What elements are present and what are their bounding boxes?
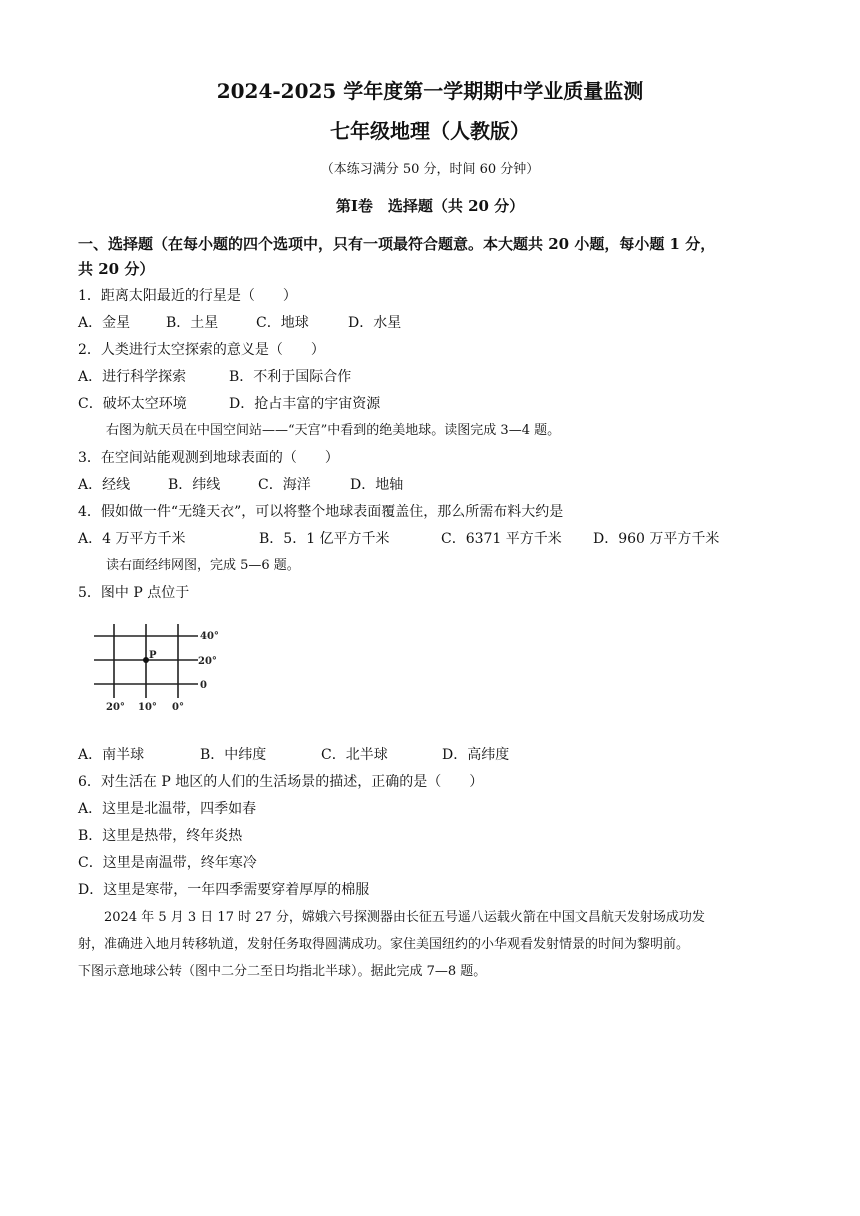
- q1-option-c[interactable]: C．地球: [256, 315, 309, 331]
- q1-options: [78, 313, 401, 333]
- q5-option-a[interactable]: A．南半球: [78, 747, 145, 763]
- q3-option-c[interactable]: C．海洋: [258, 477, 311, 493]
- q5-stem: 5．图中 P 点位于: [78, 585, 190, 601]
- q3-options: [78, 475, 403, 495]
- lat-label-20: 20°: [198, 656, 217, 667]
- exam-title: 2024-2025 学年度第一学期期中学业质量监测: [216, 79, 644, 103]
- q4-options: [78, 529, 719, 549]
- q2-option-a[interactable]: A．进行科学探索: [78, 369, 187, 385]
- q2-options-row2: [78, 394, 380, 414]
- q5-option-c[interactable]: C．北半球: [321, 747, 388, 763]
- q2-option-d[interactable]: D．抢占丰富的宇宙资源: [229, 396, 381, 412]
- q6-stem: 6．对生活在 P 地区的人们的生活场景的描述，正确的是（ ）: [78, 774, 484, 790]
- exam-subtitle: 七年级地理（人教版）: [330, 119, 530, 143]
- q6-option-b[interactable]: B．这里是热带，终年炎热: [78, 828, 243, 844]
- passage-q7-q8-line1: 2024 年 5 月 3 日 17 时 27 分，嫦娥六号探测器由长征五号遥八运载火箭在中国文昌航天发射场成功发: [104, 910, 705, 925]
- q1-option-b[interactable]: B．土星: [166, 315, 219, 331]
- q1-option-d[interactable]: D．水星: [348, 315, 402, 331]
- q6-option-a[interactable]: A．这里是北温带，四季如春: [78, 801, 257, 817]
- q6-option-c[interactable]: C．这里是南温带，终年寒冷: [78, 855, 257, 871]
- q4-option-d[interactable]: D．960 万平方千米: [593, 531, 720, 547]
- q2-option-c[interactable]: C．破坏太空环境: [78, 396, 187, 412]
- part-heading: 第Ⅰ卷 选择题（共 20 分）: [335, 197, 525, 215]
- q4-option-b[interactable]: B．5．1 亿平方千米: [259, 531, 390, 547]
- lon-label-20: 20°: [106, 702, 125, 713]
- q1-option-a[interactable]: A．金星: [78, 315, 131, 331]
- lat-label-0: 0: [200, 680, 207, 691]
- lat-label-40: 40°: [200, 631, 219, 642]
- q3-option-d[interactable]: D．地轴: [350, 477, 404, 493]
- q4-stem: 4．假如做一件“无缝天衣”，可以将整个地球表面覆盖住，那么所需布料大约是: [78, 504, 564, 520]
- lat-long-grid-map: [86, 620, 236, 720]
- section-heading-line1: 一、选择题（在每小题的四个选项中，只有一项最符合题意。本大题共 20 小题，每小题 1 分，: [78, 235, 716, 253]
- q5-options: [78, 745, 509, 765]
- exam-note: （本练习满分 50 分，时间 60 分钟）: [320, 162, 540, 177]
- q5-option-d[interactable]: D．高纬度: [442, 747, 510, 763]
- point-p-label: P: [149, 650, 157, 661]
- q4-option-c[interactable]: C．6371 平方千米: [441, 531, 562, 547]
- intro-q5-q6: 读右面经纬网图，完成 5—6 题。: [106, 558, 300, 573]
- q5-option-b[interactable]: B．中纬度: [200, 747, 267, 763]
- intro-q3-q4: 右图为航天员在中国空间站——“天宫”中看到的绝美地球。读图完成 3—4 题。: [106, 423, 561, 438]
- q3-option-a[interactable]: A．经线: [78, 477, 131, 493]
- q2-stem: 2．人类进行太空探索的意义是（ ）: [78, 342, 325, 358]
- q3-option-b[interactable]: B．纬线: [168, 477, 221, 493]
- q4-option-a[interactable]: A．4 万平方千米: [78, 531, 186, 547]
- lon-label-0: 0°: [172, 702, 184, 713]
- passage-q7-q8-line2: 射，准确进入地月转移轨道，发射任务取得圆满成功。家住美国纽约的小华观看发射情景的时间为黎明前。: [78, 937, 690, 952]
- q2-option-b[interactable]: B．不利于国际合作: [229, 369, 352, 385]
- q2-options-row1: [78, 367, 351, 387]
- section-heading-line2: 共 20 分）: [78, 260, 155, 278]
- q6-option-d[interactable]: D．这里是寒带，一年四季需要穿着厚厚的棉服: [78, 882, 370, 898]
- q3-stem: 3．在空间站能观测到地球表面的（ ）: [78, 450, 339, 466]
- q1-stem: 1．距离太阳最近的行星是（ ）: [78, 288, 297, 304]
- lon-label-10: 10°: [138, 702, 157, 713]
- passage-q7-q8-line3: 下图示意地球公转（图中二分二至日均指北半球）。据此完成 7—8 题。: [78, 964, 487, 979]
